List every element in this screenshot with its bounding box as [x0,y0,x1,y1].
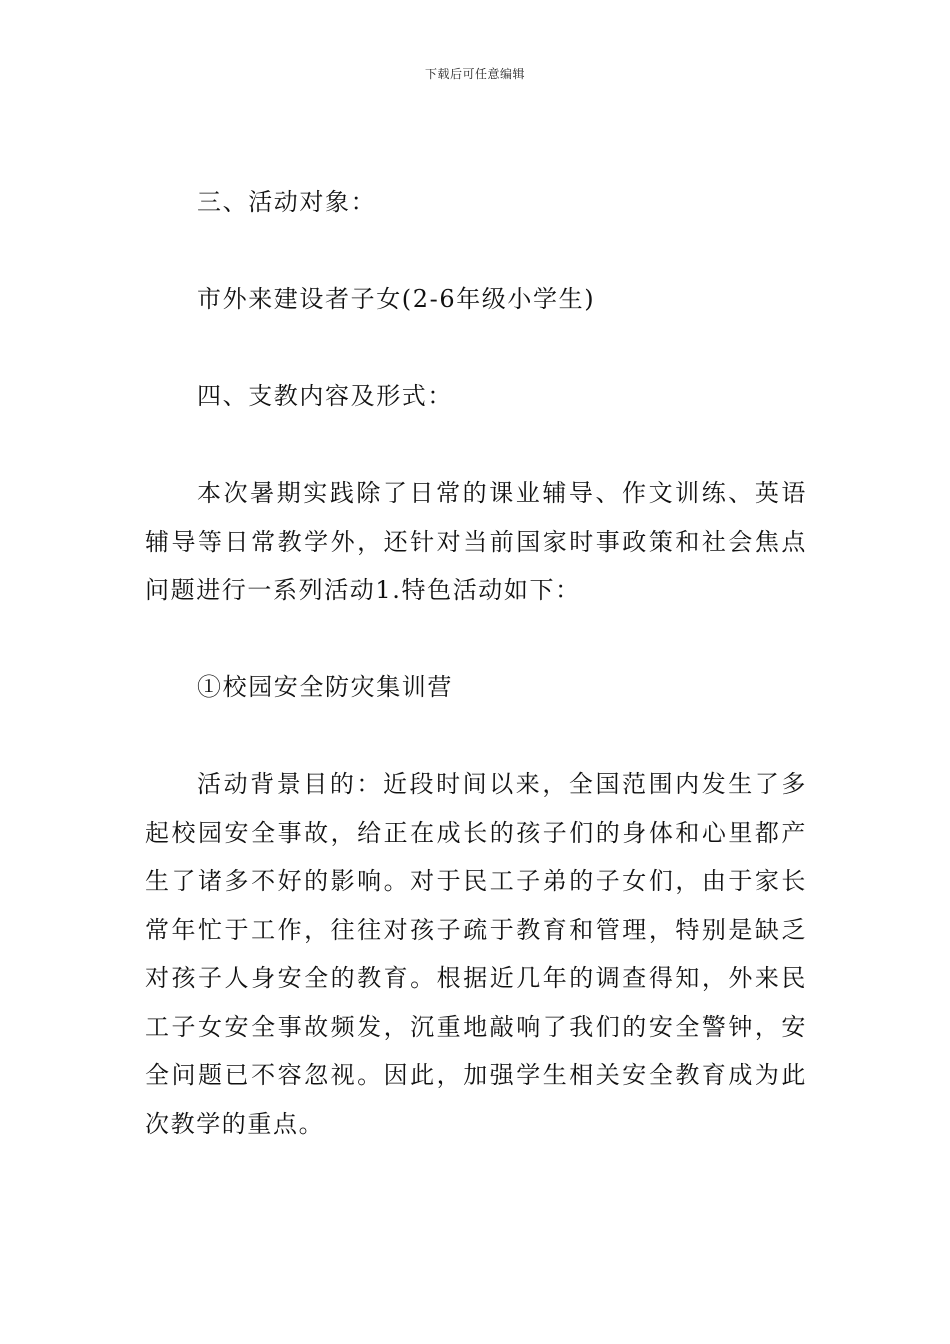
heading-content-format: 四、支教内容及形式： [197,382,453,410]
paragraph-background-purpose: 活动背景目的：近段时间以来，全国范围内发生了多起校园安全事故，给正在成长的孩子们的身体和心里都产生了诸多不好的影响。对于民工子弟的子女们，由于家长常年忙于工作，往往对孩子疏于教育和管理，特别是缺乏对孩子人身安全的教育。根据近几年的调查得知，外来民工子女安全事故频发，沉重地敲响了我们的安全警钟，安全问题已不容忽视。因此，加强学生相关安全教育成为此次教学的重点。 [145,770,807,1138]
heading-safety-camp: ①校园安全防灾集训营 [197,673,453,701]
header-note: 下载后可任意编辑 [424,67,525,81]
paragraph-gap [145,712,807,761]
paragraph-gap [145,227,807,276]
paragraph-gap [145,615,807,664]
paragraph-gap [145,421,807,470]
document-body [145,178,807,1148]
paragraph-gap [145,324,807,373]
heading-activity-target: 三、活动对象： [197,188,377,216]
paragraph-summer-practice: 本次暑期实践除了日常的课业辅导、作文训练、英语辅导等日常教学外，还针对当前国家时事政策和社会焦点问题进行一系列活动1.特色活动如下： [145,479,807,604]
paragraph-target-audience: 市外来建设者子女(2-6年级小学生) [197,285,596,313]
